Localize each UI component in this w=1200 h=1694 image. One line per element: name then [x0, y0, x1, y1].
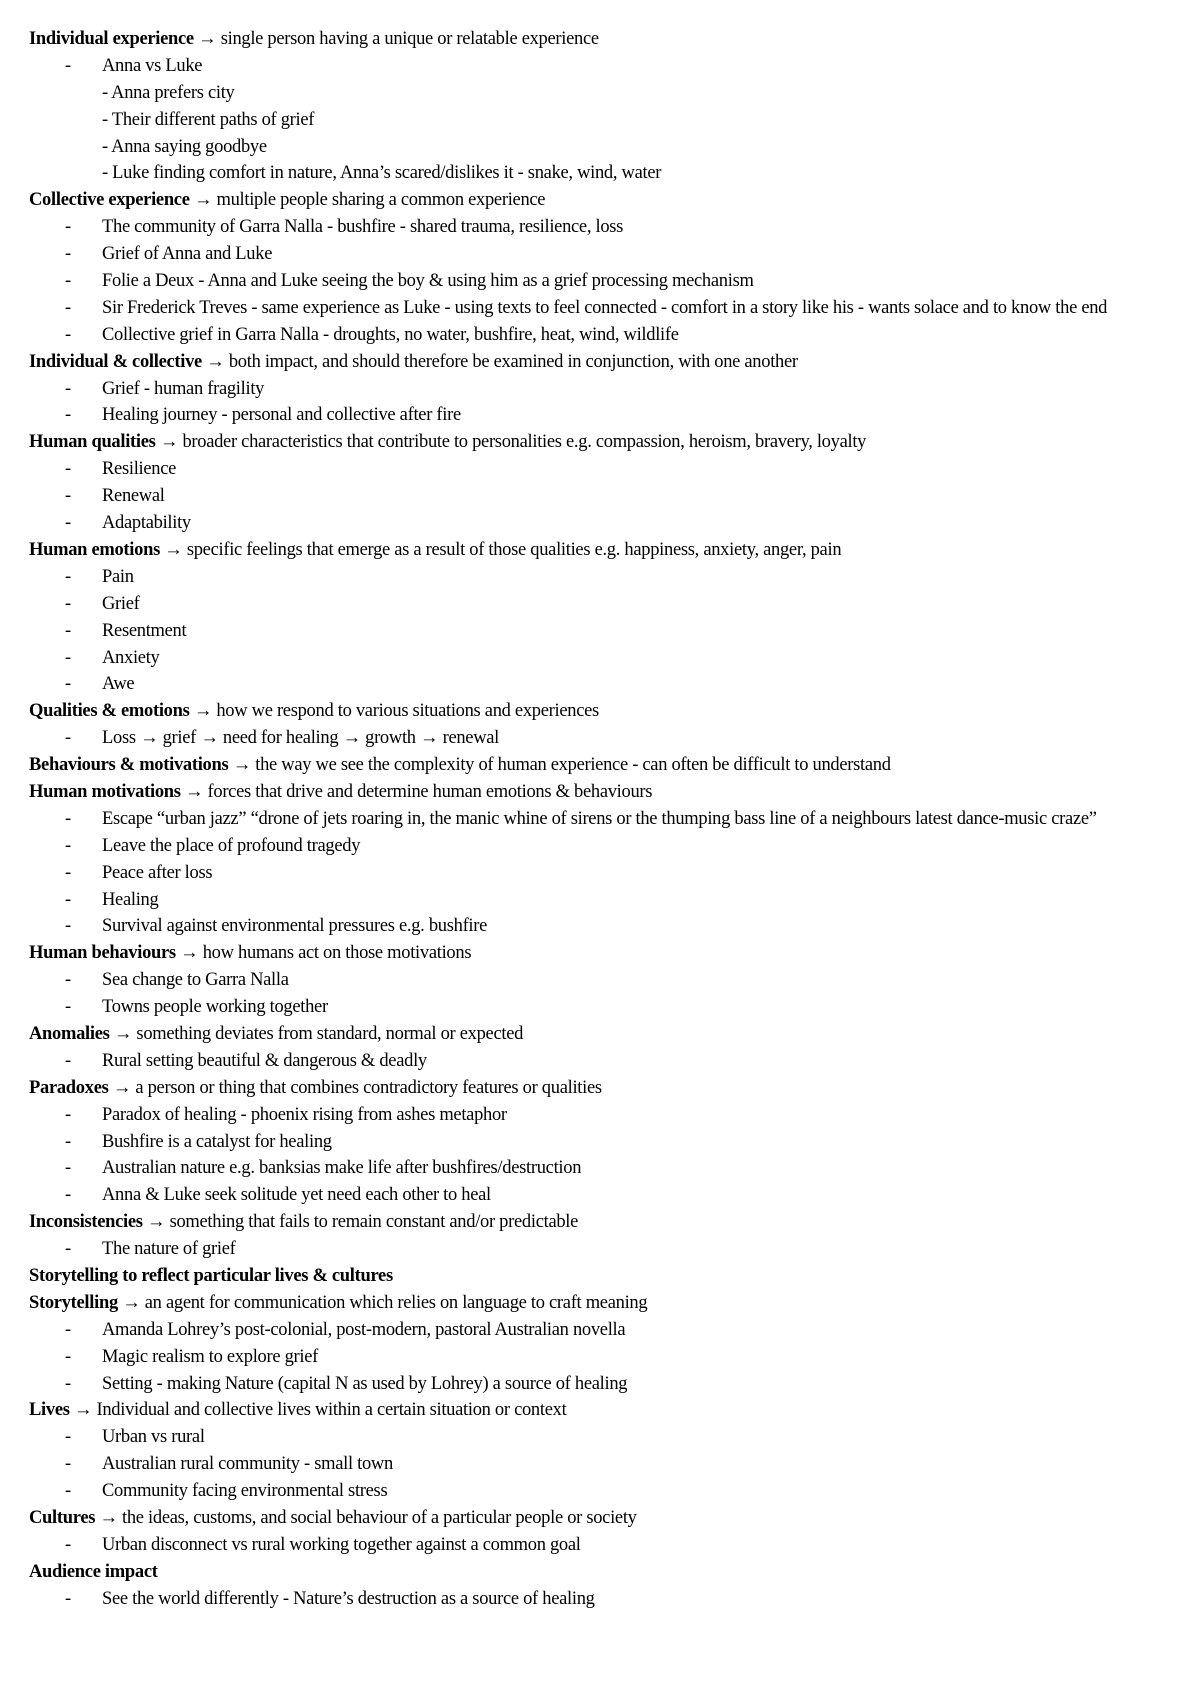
section-definition: how we respond to various situations and experiences — [216, 701, 599, 722]
section-heading — [29, 1209, 1169, 1236]
section-definition: multiple people sharing a common experience — [216, 190, 546, 211]
section-definition: specific feelings that emerge as a result of those qualities e.g. happiness, anxiety, anger, pain — [186, 539, 842, 560]
arrow-icon: → — [159, 539, 187, 560]
section-definition: how humans act on those motivations — [202, 943, 472, 964]
bullet-item — [29, 376, 1169, 403]
sub-item: - Luke finding comfort in nature, Anna’s scared/dislikes it - snake, wind, water — [102, 163, 662, 184]
bullet-item — [29, 1317, 1169, 1344]
bullet-dash: - — [65, 674, 71, 695]
bullet-dash: - — [65, 1185, 71, 1206]
sub-item: - Anna prefers city — [102, 82, 235, 103]
section-term: Individual experience — [29, 29, 194, 49]
bullet-dash: - — [65, 1050, 71, 1071]
bullet-text: Rural setting beautiful & dangerous & deadly — [102, 1050, 427, 1071]
section-definition: broader characteristics that contribute to personalities e.g. compassion, heroism, bravery, loyalty — [182, 432, 867, 453]
section-term: Lives — [29, 1400, 70, 1421]
bullet-text: Anna vs Luke — [102, 55, 203, 76]
bullet-text: Australian rural community - small town — [102, 1454, 393, 1475]
section-term: Human qualities — [29, 432, 156, 453]
bullet-dash: - — [65, 1427, 71, 1448]
section-definition: the way we see the complexity of human experience - can often be difficult to understand — [255, 755, 891, 776]
bullet-text: Anxiety — [102, 647, 160, 668]
section-definition: something that fails to remain constant and/or predictable — [169, 1212, 579, 1233]
arrow-icon: → — [201, 351, 229, 372]
bullet-item — [29, 268, 1169, 295]
section-definition: both impact, and should therefore be examined in conjunction, with one another — [228, 351, 798, 372]
bullet-item — [29, 1371, 1169, 1398]
bullet-dash: - — [65, 271, 71, 292]
bullet-item — [29, 1129, 1169, 1156]
bullet-item — [29, 1048, 1169, 1075]
bullet-dash: - — [65, 1534, 71, 1555]
bullet-text: Setting - making Nature (capital N as used by Lohrey) a source of healing — [102, 1373, 628, 1394]
bullet-item — [29, 1478, 1169, 1505]
bullet-item — [29, 967, 1169, 994]
bullet-text: Bushfire is a catalyst for healing — [102, 1131, 332, 1152]
bullet-dash: - — [65, 1319, 71, 1340]
bullet-text: Leave the place of profound tragedy — [102, 835, 361, 856]
bullet-item — [29, 860, 1169, 887]
bullet-text: Grief of Anna and Luke — [102, 244, 273, 265]
bullet-item — [29, 725, 1169, 752]
section-term: Human motivations — [29, 781, 181, 802]
bullet-item — [29, 1586, 1169, 1613]
section-definition: an agent for communication which relies on language to craft meaning — [144, 1292, 648, 1313]
bullet-item — [29, 618, 1169, 645]
bullet-dash: - — [65, 55, 71, 76]
section-term: Storytelling — [29, 1292, 118, 1313]
bullet-item — [29, 994, 1169, 1021]
bullet-text: Survival against environmental pressures e.g. bushfire — [102, 916, 488, 937]
section-heading — [29, 537, 1169, 564]
bullet-text: Urban vs rural — [102, 1427, 205, 1448]
section-heading — [29, 349, 1169, 376]
arrow-icon: → — [69, 1400, 97, 1421]
arrow-icon: → — [109, 1023, 137, 1044]
bullet-text: See the world differently - Nature’s destruction as a source of healing — [102, 1588, 595, 1609]
section-definition: forces that drive and determine human emotions & behaviours — [207, 781, 653, 802]
section-term: Behaviours & motivations — [29, 755, 229, 776]
bullet-dash: - — [65, 378, 71, 399]
bullet-dash: - — [65, 808, 71, 829]
bullet-dash: - — [65, 405, 71, 426]
bullet-text: Loss → grief → need for healing → growth → renewal — [102, 728, 500, 749]
bullet-text: The nature of grief — [102, 1239, 236, 1260]
section-definition: a person or thing that combines contradictory features or qualities — [135, 1077, 602, 1098]
bullet-text: Awe — [102, 674, 135, 695]
bullet-text: Towns people working together — [102, 997, 328, 1018]
bullet-dash: - — [65, 217, 71, 238]
bullet-item — [29, 322, 1169, 349]
arrow-icon: → — [155, 432, 183, 453]
section-term: Human behaviours — [29, 943, 176, 964]
bullet-text: Anna & Luke seek solitude yet need each other to heal — [102, 1185, 491, 1206]
section-term: Audience impact — [29, 1561, 158, 1582]
bullet-dash: - — [65, 1104, 71, 1125]
bullet-text: Resentment — [102, 620, 187, 641]
bullet-dash: - — [65, 324, 71, 345]
section-heading — [29, 940, 1169, 967]
bullet-dash: - — [65, 459, 71, 480]
bullet-dash: - — [65, 1454, 71, 1475]
bullet-text: Community facing environmental stress — [102, 1481, 388, 1502]
bullet-item — [29, 913, 1169, 940]
section-heading — [29, 1397, 1169, 1424]
bullet-text: Sea change to Garra Nalla — [102, 970, 289, 991]
bullet-text: Magic realism to explore grief — [102, 1346, 318, 1367]
bullet-item — [29, 295, 1182, 322]
bullet-text: Paradox of healing - phoenix rising from ashes metaphor — [102, 1104, 507, 1125]
bullet-item — [29, 671, 1169, 698]
bullet-item — [29, 1344, 1169, 1371]
section-term: Paradoxes — [29, 1077, 109, 1098]
sub-item: - Their different paths of grief — [102, 109, 315, 130]
section-heading — [29, 752, 1169, 779]
bullet-dash: - — [65, 647, 71, 668]
section-heading — [29, 1263, 1169, 1290]
bullet-item — [29, 1155, 1169, 1182]
section-heading — [29, 1021, 1169, 1048]
bullet-dash: - — [65, 297, 71, 318]
bullet-item — [29, 510, 1169, 537]
bullet-dash: - — [65, 889, 71, 910]
bullet-text: Renewal — [102, 486, 165, 507]
bullet-text: Urban disconnect vs rural working together against a common goal — [102, 1534, 581, 1555]
bullet-item — [29, 1424, 1169, 1451]
section-heading — [29, 187, 1169, 214]
bullet-item — [29, 53, 1169, 80]
bullet-text: Amanda Lohrey’s post-colonial, post-modern, pastoral Australian novella — [102, 1319, 626, 1340]
bullet-text: Grief — [102, 593, 140, 614]
section-heading — [29, 779, 1169, 806]
bullet-text: Resilience — [102, 459, 177, 480]
arrow-icon: → — [189, 190, 217, 211]
section-heading — [29, 1505, 1169, 1532]
section-heading — [29, 429, 1169, 456]
bullet-item — [29, 241, 1169, 268]
arrow-icon: → — [142, 1212, 170, 1233]
section-definition: single person having a unique or relatable experience — [220, 29, 599, 49]
bullet-item — [29, 833, 1169, 860]
bullet-item — [29, 1532, 1169, 1559]
bullet-item — [29, 564, 1169, 591]
bullet-text: Escape “urban jazz” “drone of jets roaring in, the manic whine of sirens or the thumping bass line of a neighbours latest dance-music craze” — [102, 808, 1097, 829]
bullet-item — [29, 1451, 1169, 1478]
bullet-dash: - — [65, 1239, 71, 1260]
sub-item: - Anna saying goodbye — [102, 136, 267, 157]
arrow-icon: → — [228, 755, 256, 776]
bullet-dash: - — [65, 916, 71, 937]
bullet-text: The community of Garra Nalla - bushfire - shared trauma, resilience, loss — [102, 217, 624, 238]
bullet-item — [29, 402, 1169, 429]
section-term: Individual & collective — [29, 351, 202, 372]
bullet-item — [29, 806, 1182, 833]
section-heading — [29, 1290, 1169, 1317]
bullet-dash: - — [65, 1373, 71, 1394]
section-definition: the ideas, customs, and social behaviour of a particular people or society — [122, 1508, 637, 1529]
arrow-icon: → — [189, 701, 217, 722]
bullet-item — [29, 645, 1169, 672]
bullet-dash: - — [65, 1481, 71, 1502]
bullet-dash: - — [65, 486, 71, 507]
bullet-dash: - — [65, 1131, 71, 1152]
bullet-item — [29, 214, 1169, 241]
bullet-dash: - — [65, 1346, 71, 1367]
arrow-icon: → — [108, 1077, 136, 1098]
bullet-text: Collective grief in Garra Nalla - droughts, no water, bushfire, heat, wind, wildlife — [102, 324, 679, 345]
bullet-text: Healing journey - personal and collective after fire — [102, 405, 461, 426]
arrow-icon: → — [193, 29, 221, 49]
bullet-text: Peace after loss — [102, 862, 213, 883]
bullet-dash: - — [65, 1588, 71, 1609]
bullet-item — [29, 1236, 1169, 1263]
arrow-icon: → — [117, 1292, 145, 1313]
bullet-dash: - — [65, 620, 71, 641]
bullet-dash: - — [65, 728, 71, 749]
section-term: Human emotions — [29, 539, 160, 560]
bullet-text: Sir Frederick Treves - same experience as Luke - using texts to feel connected - comfort in a story like his - wants solace and to know the end — [102, 297, 1108, 318]
bullet-dash: - — [65, 566, 71, 587]
bullet-dash: - — [65, 593, 71, 614]
bullet-item — [29, 887, 1169, 914]
section-definition: Individual and collective lives within a certain situation or context — [96, 1400, 567, 1421]
arrow-icon: → — [180, 781, 208, 802]
section-heading — [29, 1559, 1169, 1586]
section-term: Storytelling to reflect particular lives & cultures — [29, 1266, 393, 1286]
bullet-dash: - — [65, 862, 71, 883]
bullet-text: Adaptability — [102, 513, 191, 534]
arrow-icon: → — [175, 943, 203, 964]
bullet-text: Australian nature e.g. banksias make life after bushfires/destruction — [102, 1158, 582, 1179]
arrow-icon: → — [95, 1508, 122, 1529]
section-term: Inconsistencies — [29, 1212, 143, 1233]
section-term: Cultures — [29, 1508, 96, 1529]
section-definition: something deviates from standard, normal or expected — [136, 1023, 524, 1044]
section-term: Qualities & emotions — [29, 701, 190, 722]
bullet-item — [29, 1182, 1169, 1209]
bullet-item — [29, 1102, 1169, 1129]
section-heading — [29, 698, 1169, 725]
bullet-dash: - — [65, 513, 71, 534]
section-term: Anomalies — [29, 1023, 110, 1044]
bullet-text: Healing — [102, 889, 159, 910]
section-heading — [29, 1075, 1169, 1102]
bullet-dash: - — [65, 997, 71, 1018]
bullet-text: Folie a Deux - Anna and Luke seeing the boy & using him as a grief processing mechanism — [102, 271, 754, 292]
section-heading — [29, 26, 1169, 53]
bullet-item — [29, 591, 1169, 618]
bullet-item — [29, 456, 1169, 483]
bullet-item — [29, 483, 1169, 510]
bullet-text: Pain — [102, 566, 134, 587]
section-term: Collective experience — [29, 190, 190, 211]
bullet-dash: - — [65, 835, 71, 856]
bullet-dash: - — [65, 1158, 71, 1179]
bullet-dash: - — [65, 970, 71, 991]
bullet-text: Grief - human fragility — [102, 378, 265, 399]
bullet-dash: - — [65, 244, 71, 265]
